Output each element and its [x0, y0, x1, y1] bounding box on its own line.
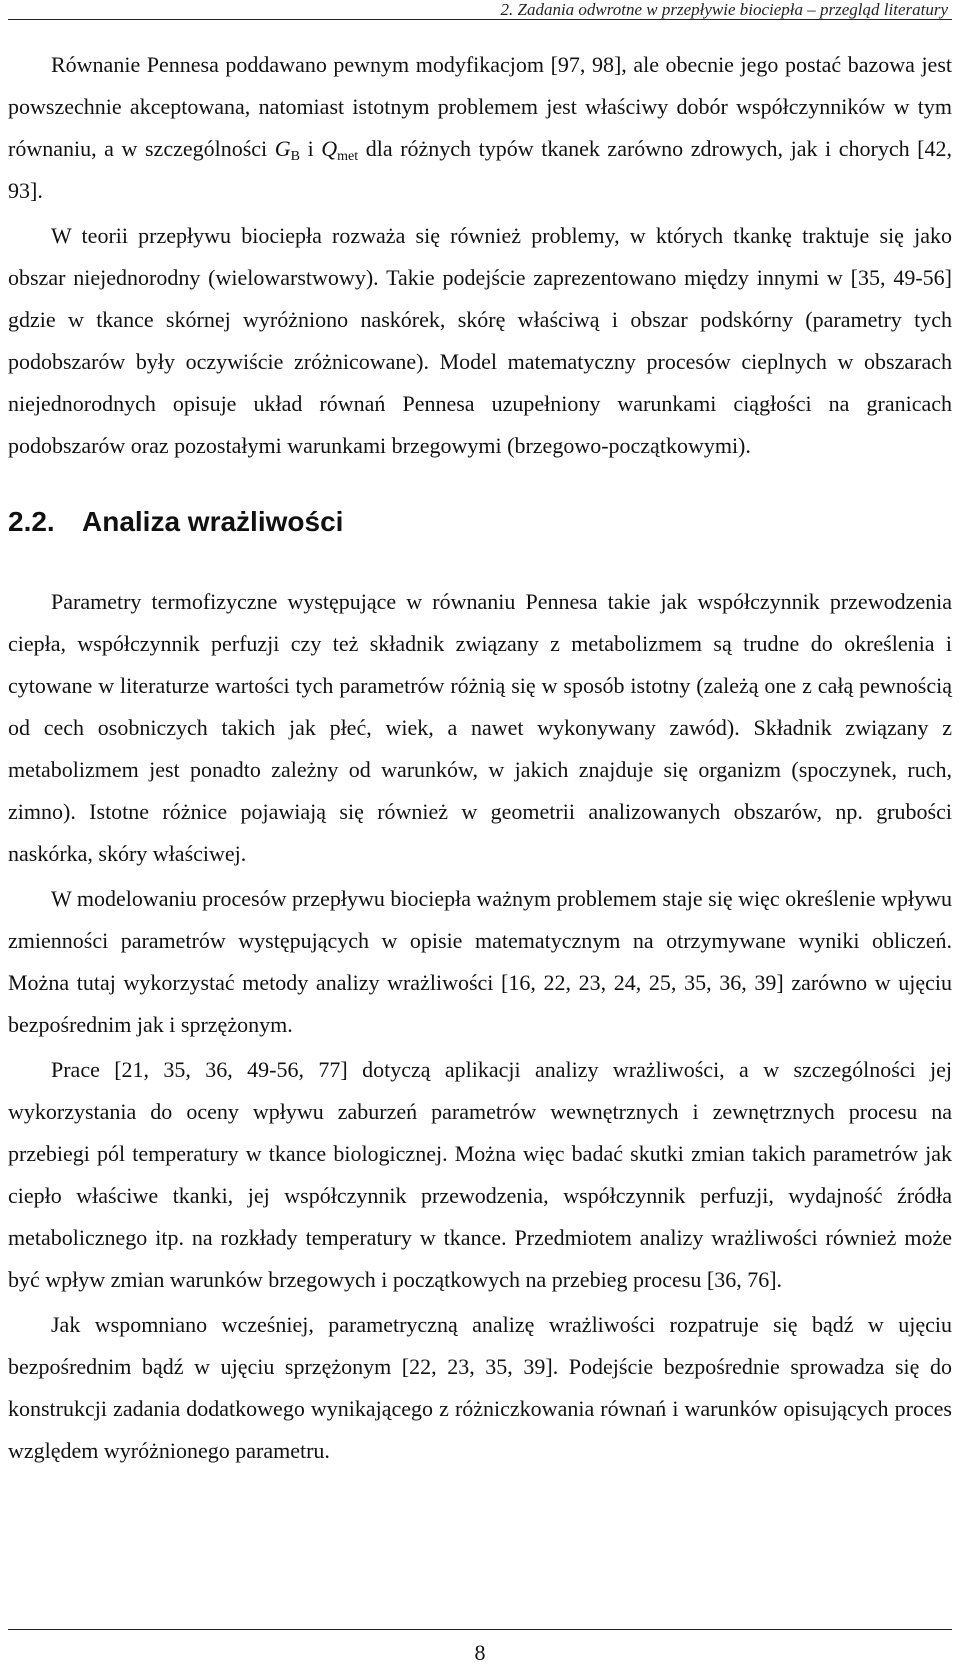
symbol-q: Q — [321, 136, 338, 161]
paragraph-sensitivity-works: Prace [21, 35, 36, 49-56, 77] dotyczą aplikacji analizy wrażliwości, a w szczególności jej wykorzystania do oceny wpływu zaburzeń parametrów wewnętrznych i zewnętrznych procesu na przebiegi pól temperatury w tkance biologicznej. Można więc badać skutki zmian takich parametrów jak ciepło właściwe tkanki, jej współczynnik przewodzenia, współczynnik perfuzji, wydajność źródła metabolicznego itp. na rozkłady temperatury w tkance. Przedmiotem analizy wrażliwości również może być wpływ zmian warunków brzegowych i początkowych na przebieg procesu [36, 76]. — [8, 1057, 952, 1292]
footer-divider — [8, 1629, 952, 1630]
paragraph-text: dla różnych typów tkanek zarówno zdrowych, jak i chorych [42, 93]. — [8, 136, 952, 203]
section-heading — [8, 501, 952, 543]
paragraph-parameters: Parametry termofizyczne występujące w równaniu Pennesa takie jak współczynnik przewodzenia ciepła, współczynnik perfuzji czy też składnik związany z metabolizmem są trudne do określenia i cytowane w literaturze wartości tych parametrów różnią się w sposób istotny (zależą one z całą pewnością od cech osobniczych takich jak płeć, wiek, a nawet wykonywany zawód). Składnik związany z metabolizmem jest ponadto zależny od warunków, w jakich znajduje się organizm (spoczynek, ruch, zimno). Istotne różnice pojawiają się również w geometrii analizowanych obszarów, np. grubości naskórka, skóry właściwej. — [8, 589, 952, 866]
paragraph-heterogeneous-tissue: W teorii przepływu biociepła rozważa się również problemy, w których tkankę traktuje się jako obszar niejednorodny (wielowarstwowy). Takie podejście zaprezentowano między innymi w [35, 49-56] gdzie w tkance skórnej wyróżniono naskórek, skórę właściwą i obszar podskórny (parametry tych podobszarów były oczywiście zróżnicowane). Model matematyczny procesów cieplnych w obszarach niejednorodnych opisuje układ równań Pennesa uzupełniony warunkami ciągłości na granicach podobszarów oraz pozostałymi warunkami brzegowymi (brzegowo-początkowymi). — [8, 223, 952, 458]
paragraph-text: Równanie Pennesa poddawano pewnym modyfikacjom [97, 98], ale obecnie jego postać bazowa jest powszechnie akceptowana, natomiast istotnym problemem jest właściwy dobór współczynników w tym równaniu, a w szczególności — [8, 52, 952, 161]
header-divider — [8, 19, 952, 20]
section-title: Analiza wrażliwości — [82, 506, 344, 537]
paragraph-pennes-modifications — [8, 44, 952, 212]
paragraph-direct-adjoint: Jak wspomniano wcześniej, parametryczną analizę wrażliwości rozpatruje się bądź w ujęciu bezpośrednim bądź w ujęciu sprzężonym [22, 23, 35, 39]. Podejście bezpośrednie sprowadza się do konstrukcji zadania dodatkowego wynikającego z różniczkowania równań i warunków opisujących proces względem wyróżnionego parametru. — [8, 1312, 952, 1463]
symbol-g: G — [274, 136, 291, 161]
subscript-met: met — [337, 149, 359, 164]
page-body — [8, 44, 952, 1472]
subscript-b: B — [290, 149, 300, 164]
paragraph-text: i — [299, 136, 322, 161]
section-number: 2.2. — [8, 506, 55, 537]
paragraph-modelling: W modelowaniu procesów przepływu biociepła ważnym problemem staje się więc określenie wpływu zmienności parametrów występujących w opisie matematycznym na otrzymywane wyniki obliczeń. Można tutaj wykorzystać metody analizy wrażliwości [16, 22, 23, 24, 25, 35, 36, 39] zarówno w ujęciu bezpośrednim jak i sprzężonym. — [8, 886, 952, 1037]
page-number: 8 — [474, 1640, 486, 1665]
running-header: 2. Zadania odwrotne w przepływie biociepła – przegląd literatury — [500, 0, 948, 19]
